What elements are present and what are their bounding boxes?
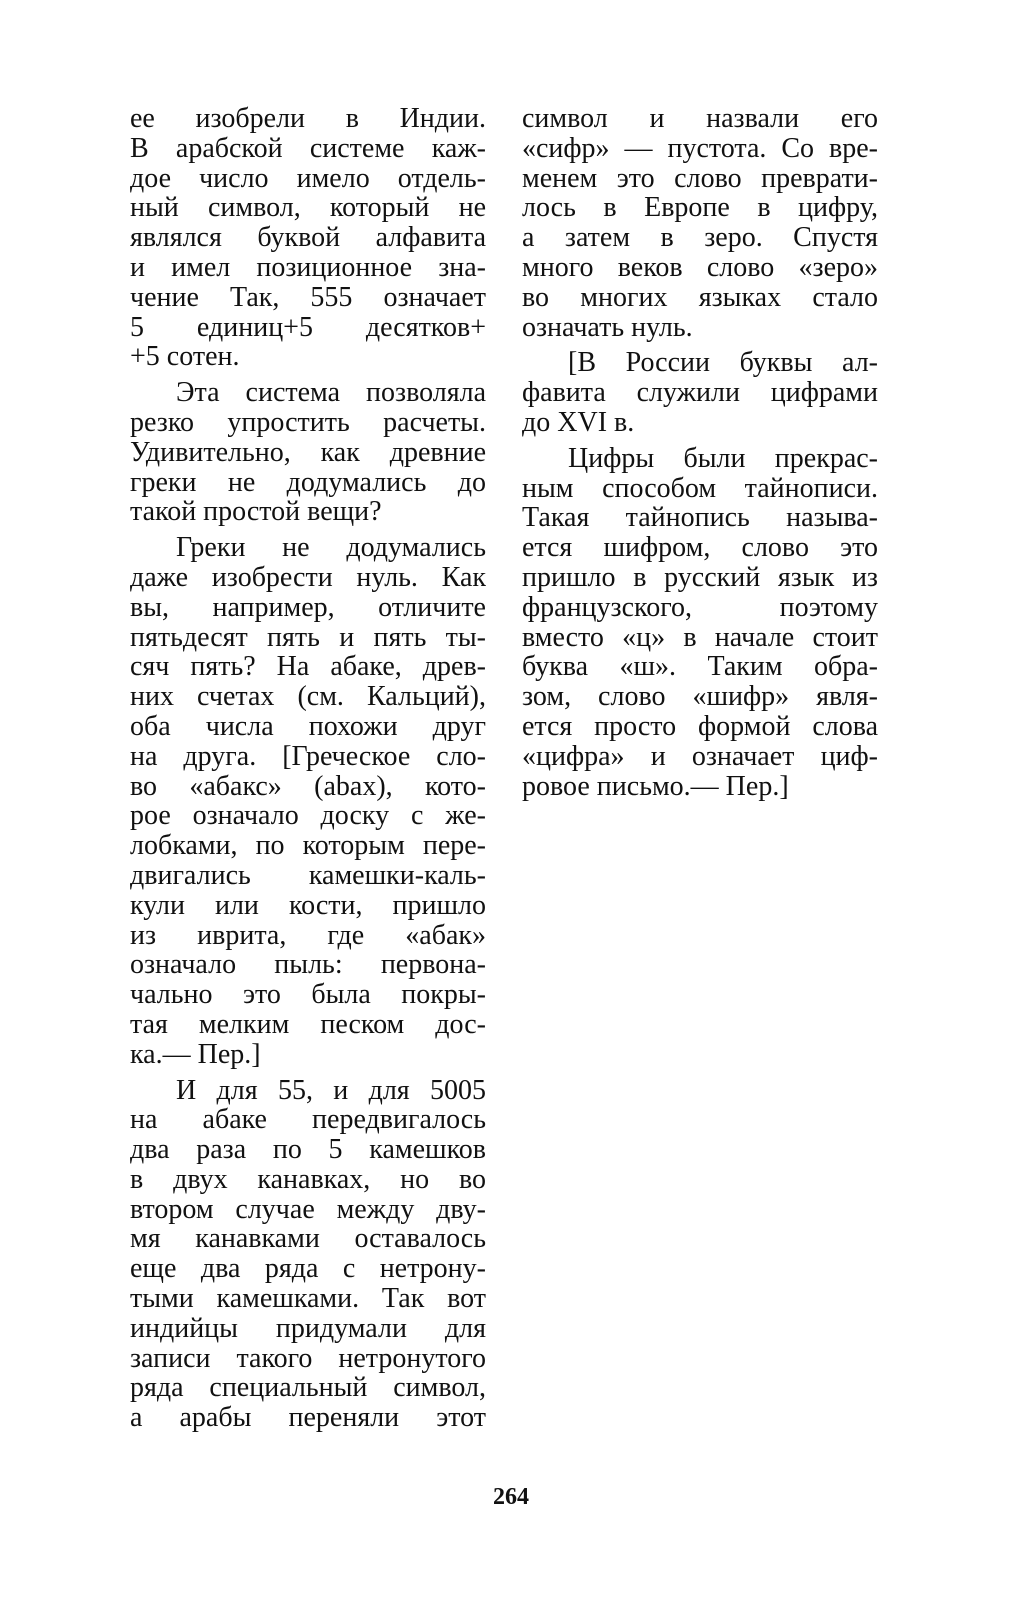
text-line: них счетах (см. Кальций), [130,681,486,713]
text-line: ется просто формой слова [522,710,878,742]
text-line: кули или кости, пришло [130,889,486,921]
text-line: символ и назвали его [522,103,878,134]
text-line: чально это была покры- [130,979,486,1011]
text-line: вместо «ц» в начале стоит [522,621,878,653]
text-line: тыми камешками. Так вот [130,1283,486,1315]
text-line: ряда специальный символ, [130,1372,486,1404]
text-line: означать нуль. [522,311,693,343]
right-text-column [522,104,878,801]
text-line: мя канавками оставалось [130,1223,486,1255]
text-line: фавита служили цифрами [522,377,878,409]
text-line: до XVI в. [522,406,635,438]
text-line: Греки не додумались [176,532,486,564]
text-line: ный символ, который не [130,192,486,224]
text-line: втором случае между дву- [130,1193,486,1225]
text-line: буква «ш». Таким обра- [522,651,878,683]
text-line: лобками, по которым пере- [130,830,486,862]
text-line: означало пыль: первона- [130,949,486,981]
text-line: французского, поэтому [522,591,878,623]
text-line: «сифр» — пустота. Со вре- [522,132,878,164]
text-line: и имел позиционное зна- [130,251,486,283]
text-line: такой простой вещи? [130,496,382,528]
text-line: ка.— Пер.] [130,1038,261,1070]
text-line: много веков слово «зеро» [522,251,878,283]
text-line: греки не додумались до [130,466,486,498]
text-line: двигались камешки-каль- [130,859,486,891]
text-line: лось в Европе в цифру, [522,192,878,224]
text-line: индийцы придумали для [130,1312,486,1344]
text-line: рое означало доску с же- [130,800,486,832]
text-line: [В России буквы ал- [568,347,878,379]
text-line: в двух канавках, но во [130,1163,486,1195]
text-line: еще два ряда с нетрону- [130,1253,486,1285]
text-line: Цифры были прекрас- [568,442,878,474]
text-line: Удивительно, как древние [130,436,486,468]
text-line: менем это слово преврати- [522,162,878,194]
text-line: ровое письмо.— Пер.] [522,770,789,802]
text-line: И для 55, и для 5005 [176,1074,486,1106]
text-line: а затем в зеро. Спустя [522,222,878,254]
text-line: 5 единиц+5 десятков+ [130,311,486,343]
text-line: оба числа похожи друг [130,710,486,742]
text-line: являлся буквой алфавита [130,222,486,254]
text-line: чение Так, 555 означает [130,281,486,313]
text-line: ее изобрели в Индии. [130,103,486,134]
text-line: во «абакс» (abax), кото- [130,770,486,802]
text-line: Эта система позволяла [176,377,486,409]
text-line: пятьдесят пять и пять ты- [130,621,486,653]
text-line: записи такого нетронутого [130,1342,486,1374]
text-line: тая мелким песком дос- [130,1008,486,1040]
text-line: во многих языках стало [522,281,878,313]
text-line: ется шифром, слово это [522,532,878,564]
text-line: два раза по 5 камешков [130,1134,486,1166]
text-line: резко упростить расчеты. [130,406,486,438]
text-line: сяч пять? На абаке, древ- [130,651,486,683]
text-line: +5 сотен. [130,341,240,373]
text-line: «цифра» и означает циф- [522,740,878,772]
text-line: на абаке передвигалось [130,1104,486,1136]
text-line: а арабы переняли этот [130,1402,486,1434]
text-line: ным способом тайнописи. [522,472,878,504]
text-line: из иврита, где «абак» [130,919,486,951]
left-text-column [130,104,486,1433]
text-line: дое число имело отдель- [130,162,486,194]
text-line: зом, слово «шифр» явля- [522,681,878,713]
text-line: Такая тайнопись называ- [522,502,878,534]
text-line: даже изобрести нуль. Как [130,561,486,593]
text-line: пришло в русский язык из [522,561,878,593]
text-line: на друга. [Греческое сло- [130,740,486,772]
page-number: 264 [493,1484,529,1510]
text-line: вы, например, отличите [130,591,486,623]
text-line: В арабской системе каж- [130,132,486,164]
